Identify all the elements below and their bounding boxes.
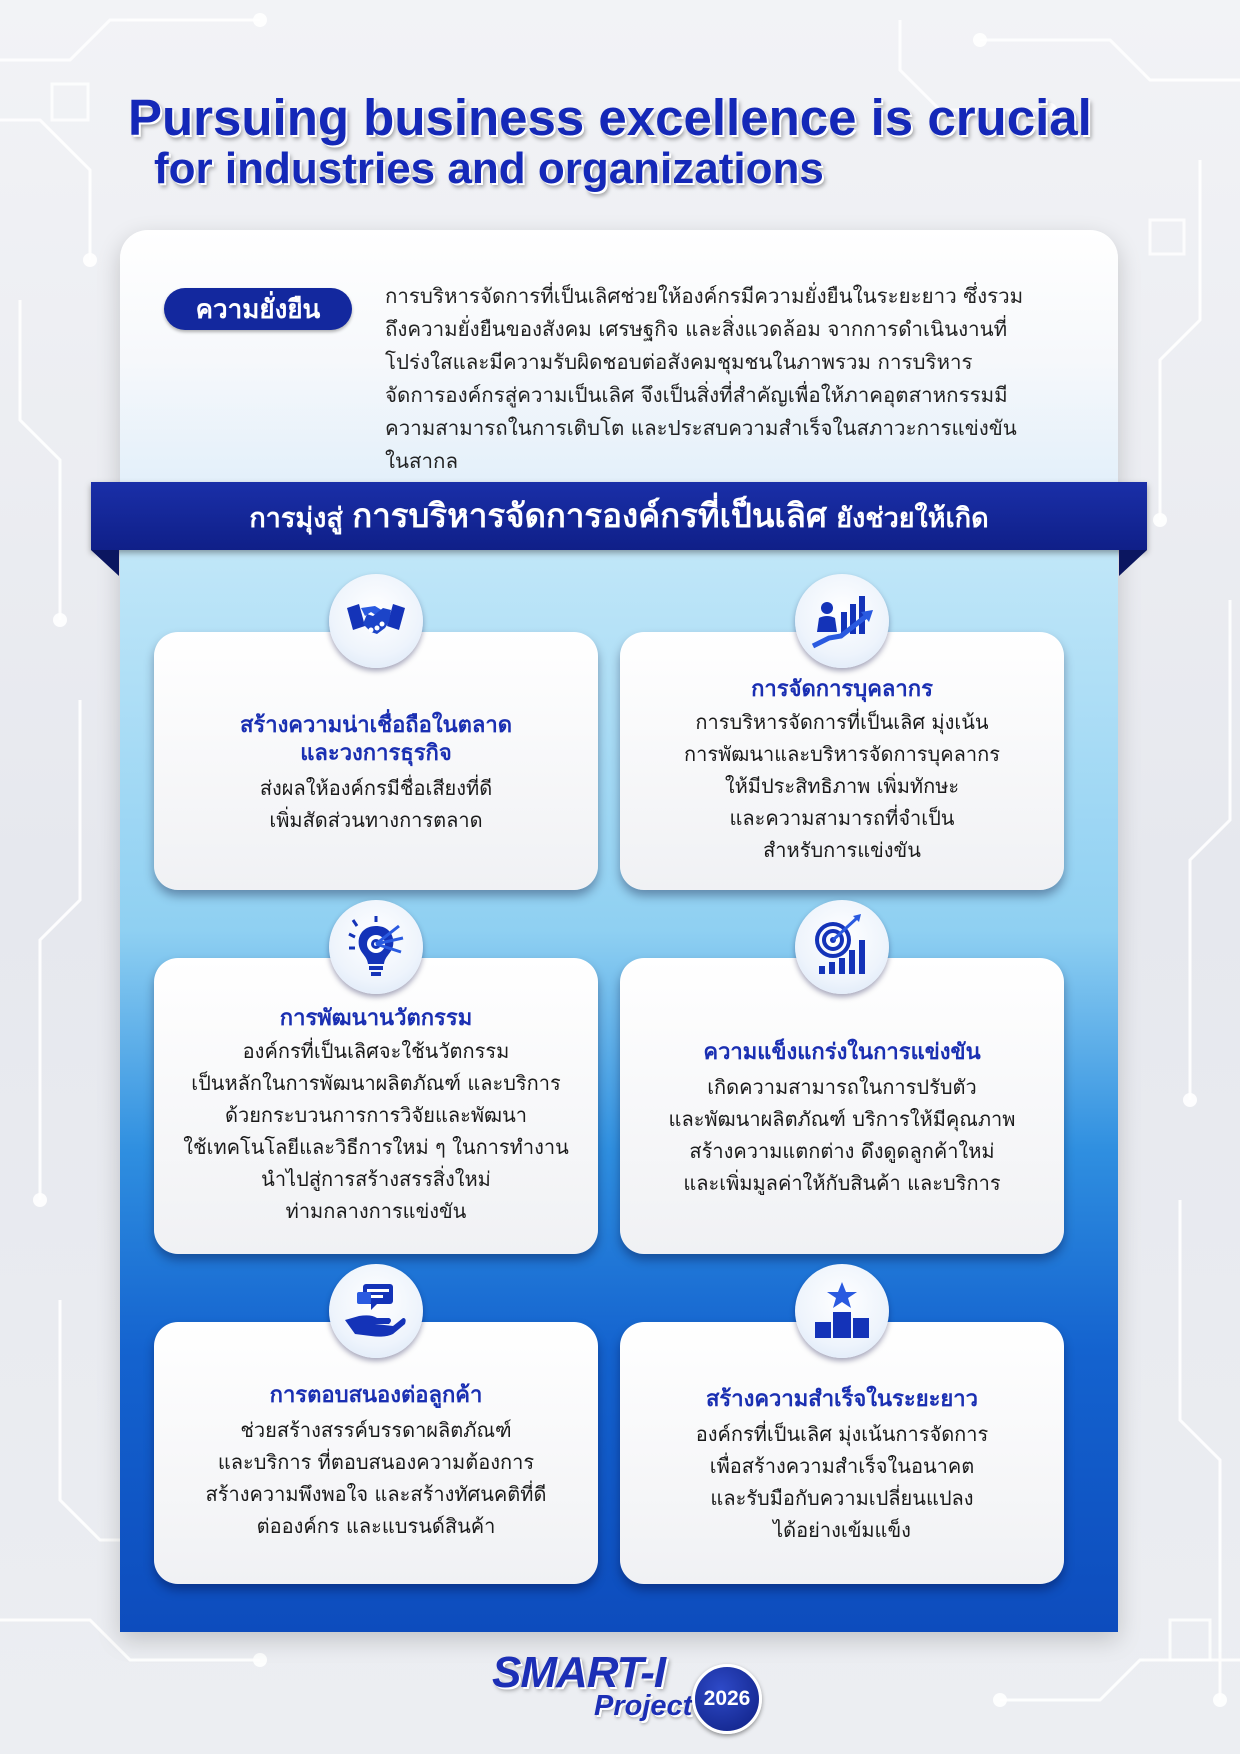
title-line-1: Pursuing business excellence is crucial: [128, 89, 1092, 146]
logo-year: 2026: [692, 1664, 762, 1734]
card-title: สร้างความสำเร็จในระยะยาว: [706, 1387, 978, 1412]
banner-suffix: ยังช่วยให้เกิด: [836, 503, 989, 534]
smart-i-logo: [490, 1648, 760, 1738]
card-body: ช่วยสร้างสรรค์บรรดาผลิตภัณฑ์ และบริการ ที่ตอบสนองความต้องการ สร้างความพึงพอใจ และสร้างทัศนคติที่ดี ต่อองค์กร และแบรนด์สินค้า: [205, 1418, 547, 1538]
logo-name: SMART-I: [492, 1648, 666, 1697]
card-title: ความแข็งแกร่งในการแข่งขัน: [703, 1040, 981, 1065]
growth-chart-icon: [795, 574, 889, 668]
card-personnel-management: [620, 632, 1064, 890]
card-title: การจัดการบุคลากร: [751, 677, 933, 702]
target-growth-icon: [795, 900, 889, 994]
card-body: องค์กรที่เป็นเลิศจะใช้นวัตกรรม เป็นหลักในการพัฒนาผลิตภัณฑ์ และบริการ ด้วยกระบวนการการวิจัยและพัฒนา ใช้เทคโนโลยีและวิธีการใหม่ ๆ ในการทำงาน นำไปสู่การสร้างสรรสิ่งใหม่ ท่ามกลางการแข่งขัน: [183, 1039, 569, 1223]
card-body: ส่งผลให้องค์กรมีชื่อเสียงที่ดี เพิ่มสัดส่วนทางการตลาด: [259, 776, 493, 832]
card-body: องค์กรที่เป็นเลิศ มุ่งเน้นการจัดการ เพื่อสร้างความสำเร็จในอนาคต และรับมือกับความเปลี่ยนแปลง ได้อย่างเข้มแข็ง: [695, 1422, 989, 1542]
card-title: สร้างความน่าเชื่อถือในตลาด และวงการธุรกิจ: [239, 713, 513, 766]
card-title: การพัฒนานวัตกรรม: [279, 1006, 473, 1031]
customer-care-icon: [329, 1264, 423, 1358]
banner-highlight: การบริหารจัดการองค์กรที่เป็นเลิศ: [352, 496, 827, 535]
card-title: การตอบสนองต่อลูกค้า: [269, 1383, 483, 1408]
card-innovation: [154, 958, 598, 1254]
section-banner: [91, 482, 1147, 550]
banner-fold-left: [91, 550, 119, 576]
banner-fold-right: [1119, 550, 1147, 576]
podium-star-icon: [795, 1264, 889, 1358]
card-long-term-success: [620, 1322, 1064, 1584]
logo-sub: Project: [594, 1690, 693, 1722]
handshake-icon: [329, 574, 423, 668]
card-body: เกิดความสามารถในการปรับตัว และพัฒนาผลิตภัณฑ์ บริการให้มีคุณภาพ สร้างความแตกต่าง ดึงดูดลูกค้าใหม่ และเพิ่มมูลค่าให้กับสินค้า และบริการ: [668, 1075, 1016, 1195]
card-customer-response: [154, 1322, 598, 1584]
card-competitive-strength: [620, 958, 1064, 1254]
card-market-credibility: [154, 632, 598, 890]
sustainability-tag: ความยั่งยืน: [164, 288, 352, 330]
page-title: [128, 89, 1092, 193]
title-line-2: for industries and organizations: [154, 144, 824, 193]
card-body: การบริหารจัดการที่เป็นเลิศ มุ่งเน้น การพัฒนาและบริหารจัดการบุคลากร ให้มีประสิทธิภาพ เพิ่มทักษะ และความสามารถที่จำเป็น สำหรับการแข่งขัน: [684, 710, 1000, 862]
lightbulb-target-icon: [329, 900, 423, 994]
intro-text: การบริหารจัดการที่เป็นเลิศช่วยให้องค์กรมีความยั่งยืนในระยะยาว ซึ่งรวมถึงความยั่งยืนของสังคม เศรษฐกิจ และสิ่งแวดล้อม จากการดำเนินงานที่โปร่งใสและมีความรับผิดชอบต่อสังคมชุมชนในภาพรวม การบริหารจัดการองค์กรสู่ความเป็นเลิศ จึงเป็นสิ่งที่สำคัญเพื่อให้ภาคอุตสาหกรรมมีความสามารถในการเติบโต และประสบความสำเร็จในสภาวะการแข่งขันในสากล: [385, 284, 1024, 473]
banner-prefix: การมุ่งสู่: [249, 503, 343, 534]
